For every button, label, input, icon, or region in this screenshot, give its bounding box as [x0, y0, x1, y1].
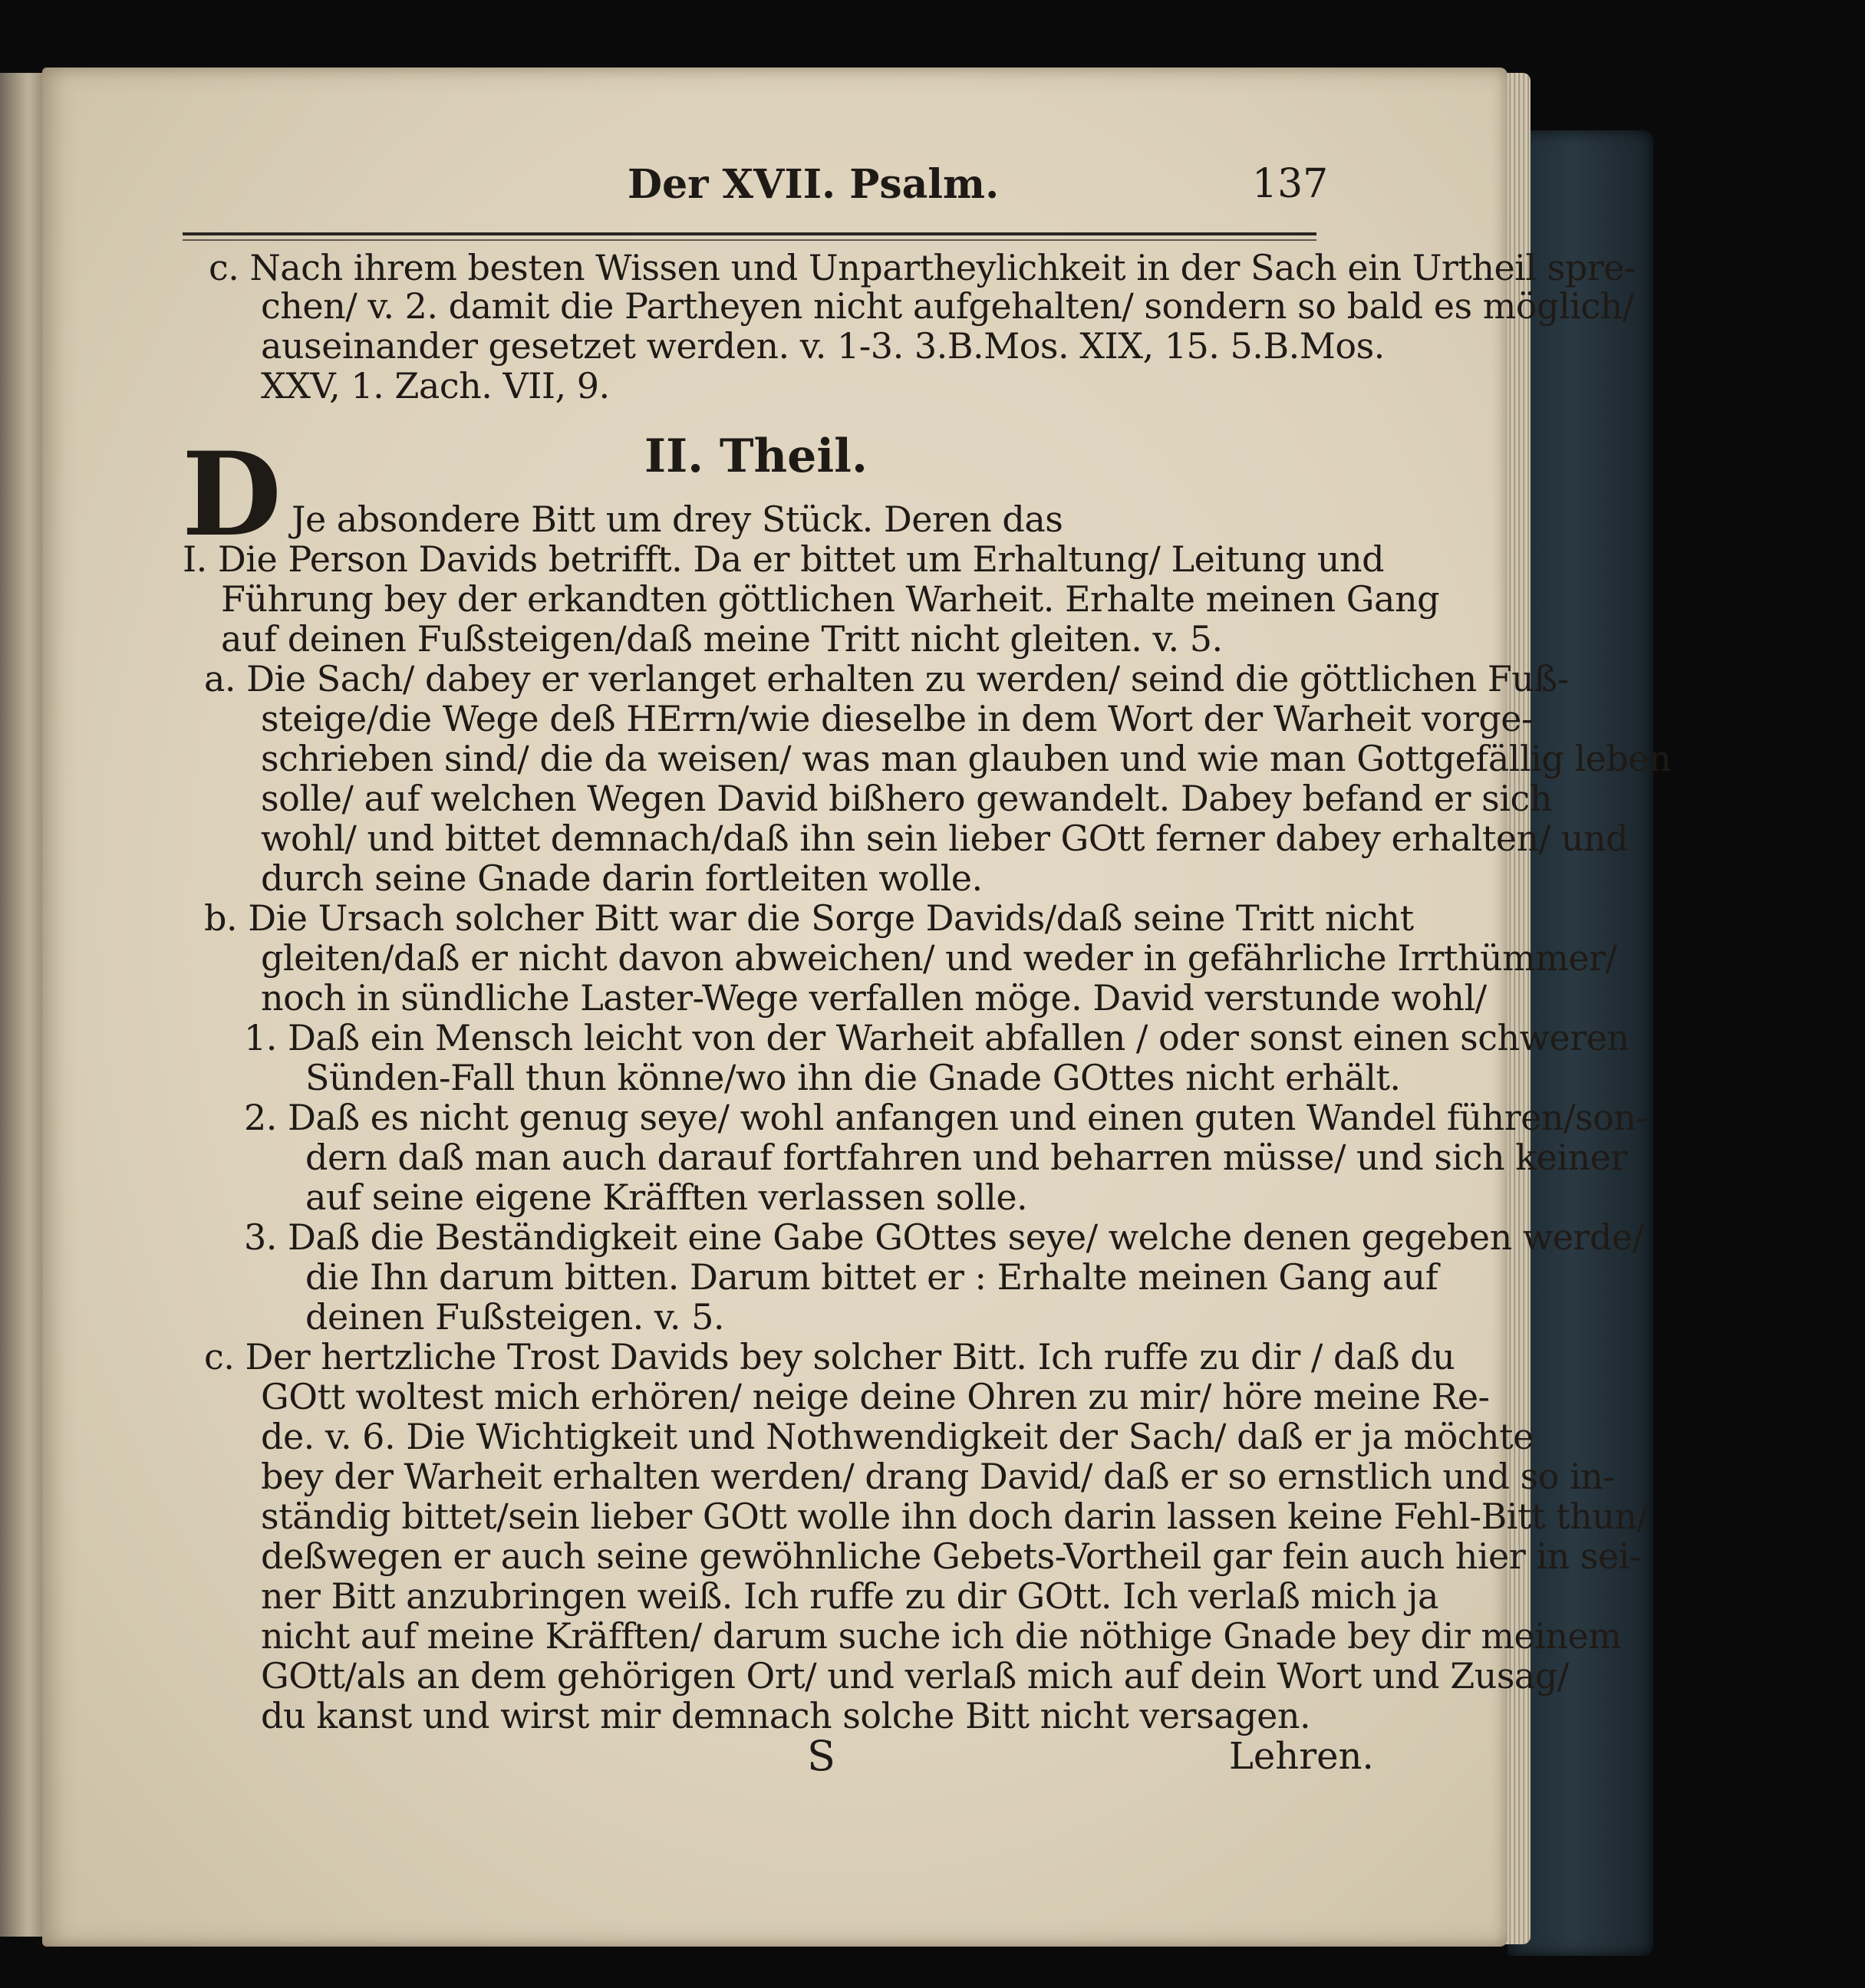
text-line: Sünden-Fall thun könne/wo ihn die Gnade GOttes nicht erhält.	[305, 1057, 1401, 1098]
drop-cap: D	[181, 427, 282, 562]
text-line: schrieben sind/ die da weisen/ was man glauben und wie man Gottgefällig leben	[261, 738, 1672, 779]
text-line: a. Die Sach/ dabey er verlanget erhalten zu werden/ seind die göttlichen Fuß-	[204, 658, 1569, 699]
text-line: wohl/ und bittet demnach/daß ihn sein lieber GOtt ferner dabey erhalten/ und	[261, 818, 1629, 859]
text-line: XXV, 1. Zach. VII, 9.	[261, 365, 610, 406]
text-line: 2. Daß es nicht genug seye/ wohl anfangen und einen guten Wandel führen/son-	[244, 1097, 1648, 1138]
text-line: Je absondere Bitt um drey Stück. Deren das	[292, 499, 1063, 540]
header-rule	[183, 232, 1316, 235]
text-line: deßwegen er auch seine gewöhnliche Gebets-Vortheil gar fein auch hier in sei-	[261, 1535, 1641, 1577]
text-line: chen/ v. 2. damit die Partheyen nicht aufgehalten/ sondern so bald es möglich/	[261, 285, 1634, 327]
text-line: deinen Fußsteigen. v. 5.	[305, 1296, 724, 1338]
text-line: Führung bey der erkandten göttlichen Warheit. Erhalte meinen Gang	[221, 578, 1440, 620]
text-line: noch in sündliche Laster-Wege verfallen möge. David verstunde wohl/	[261, 977, 1487, 1019]
text-line: gleiten/daß er nicht davon abweichen/ und weder in gefährliche Irrthümmer/	[261, 937, 1617, 979]
text-line: du kanst und wirst mir demnach solche Bitt nicht versagen.	[261, 1695, 1311, 1736]
section-heading: II. Theil.	[644, 430, 868, 483]
header-rule-thin	[183, 239, 1316, 241]
text-line: ner Bitt anzubringen weiß. Ich ruffe zu dir GOtt. Ich verlaß mich ja	[261, 1575, 1438, 1617]
text-line: I. Die Person Davids betrifft. Da er bittet um Erhaltung/ Leitung und	[183, 538, 1385, 580]
text-line: dern daß man auch darauf fortfahren und beharren müsse/ und sich keiner	[305, 1137, 1627, 1178]
text-line: GOtt/als an dem gehörigen Ort/ und verlaß mich auf dein Wort und Zusag/	[261, 1655, 1569, 1697]
running-title: Der XVII. Psalm.	[628, 161, 1000, 208]
text-line: solle/ auf welchen Wegen David bißhero gewandelt. Dabey befand er sich	[261, 778, 1552, 819]
text-line: steige/die Wege deß HErrn/wie dieselbe in dem Wort der Warheit vorge-	[261, 698, 1534, 739]
text-line: auf deinen Fußsteigen/daß meine Tritt nicht gleiten. v. 5.	[221, 618, 1223, 660]
text-line: 3. Daß die Beständigkeit eine Gabe GOttes seye/ welche denen gegeben werde/	[244, 1216, 1644, 1258]
signature-mark: S	[807, 1732, 835, 1780]
text-line: c. Der hertzliche Trost Davids bey solcher Bitt. Ich ruffe zu dir / daß du	[204, 1336, 1455, 1377]
text-line: GOtt woltest mich erhören/ neige deine Ohren zu mir/ höre meine Re-	[261, 1376, 1490, 1417]
text-line: auseinander gesetzet werden. v. 1-3. 3.B.Mos. XIX, 15. 5.B.Mos.	[261, 325, 1385, 367]
text-line: bey der Warheit erhalten werden/ drang David/ daß er so ernstlich und so in-	[261, 1456, 1615, 1497]
text-line: b. Die Ursach solcher Bitt war die Sorge Davids/daß seine Tritt nicht	[204, 897, 1414, 939]
text-line: die Ihn darum bitten. Darum bittet er : Erhalte meinen Gang auf	[305, 1256, 1438, 1298]
text-line: nicht auf meine Kräfften/ darum suche ich die nöthige Gnade bey dir meinem	[261, 1615, 1622, 1657]
text-line: durch seine Gnade darin fortleiten wolle.	[261, 857, 983, 899]
text-line: c. Nach ihrem besten Wissen und Unpartheylichkeit in der Sach ein Urtheil spre-	[209, 247, 1636, 288]
catchword: Lehren.	[1229, 1735, 1374, 1778]
page-number: 137	[1252, 161, 1329, 207]
text-line: 1. Daß ein Mensch leicht von der Warheit abfallen / oder sonst einen schweren	[244, 1017, 1629, 1058]
text-line: auf seine eigene Kräfften verlassen solle.	[305, 1177, 1028, 1218]
text-line: de. v. 6. Die Wichtigkeit und Nothwendigkeit der Sach/ daß er ja möchte	[261, 1416, 1534, 1457]
text-line: ständig bittet/sein lieber GOtt wolle ihn doch darin lassen keine Fehl-Bitt thun/	[261, 1496, 1649, 1537]
